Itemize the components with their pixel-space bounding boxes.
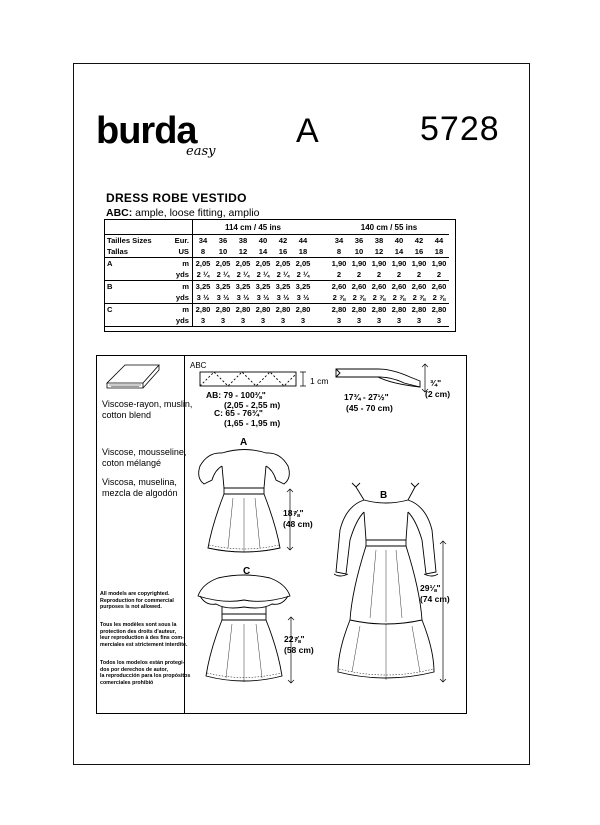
us-size-cell: 10 [354, 247, 364, 256]
pattern-number: 5728 [420, 110, 500, 148]
yards-cell: 3 [293, 315, 313, 327]
yards-cell: 3 [273, 315, 293, 327]
us-size-cell: 18 [434, 247, 444, 256]
view-letter: A [296, 112, 319, 150]
legal-line: protection des droits d'auteur, [100, 628, 177, 635]
meters-cell: 3,25 [213, 281, 233, 293]
fit-description [106, 207, 260, 219]
legal-line: Reproduction for commercial [100, 597, 174, 604]
yards-cell: 2 ¼ [276, 270, 290, 279]
fabric-es [102, 477, 178, 499]
view-c-label: C [243, 566, 251, 577]
meters-cell: 2,60 [409, 281, 429, 293]
eur-size-cell: 42 [278, 236, 288, 245]
yards-cell: 3 [253, 315, 273, 327]
meters-cell: 2,05 [233, 258, 253, 270]
yards-cell: 3 ½ [236, 293, 250, 302]
garment-title: DRESS ROBE VESTIDO [106, 191, 247, 205]
us-size-cell: 8 [336, 247, 342, 256]
legal-line: purposes is not allowed. [100, 604, 162, 611]
size-label: Tailles Sizes [107, 236, 152, 245]
gap-cell [313, 269, 329, 281]
eur-size-cell: 42 [414, 236, 424, 245]
meters-cell: 2,80 [193, 304, 214, 316]
meters-cell: 2,60 [429, 281, 449, 293]
yards-cell: 2 [436, 270, 442, 279]
yards-cell: 3 ½ [196, 293, 210, 302]
legal-line: merciales est strictement interdite. [100, 641, 188, 648]
meters-cell: 2,80 [389, 304, 409, 316]
view-label: C [105, 304, 165, 316]
us-size-cell: 14 [394, 247, 404, 256]
elastic-width-cm: (2 cm) [425, 389, 451, 399]
us-size-cell: 12 [374, 247, 384, 256]
meters-cell: 3,25 [273, 281, 293, 293]
yards-cell: 2 [356, 270, 362, 279]
yards-cell: 3 [409, 315, 429, 327]
blank-cell [105, 315, 165, 327]
yards-cell: 2 ⅞ [412, 293, 426, 302]
yards-cell: 3 ½ [216, 293, 230, 302]
gap-cell [313, 235, 329, 247]
c-cm: (1,65 - 1,95 m) [224, 418, 281, 428]
meters-cell: 2,80 [293, 304, 313, 316]
meters-cell: 2,60 [329, 281, 349, 293]
fabric-width-140: 140 cm / 55 ins [329, 220, 449, 235]
elastic-length-cm: (45 - 70 cm) [346, 403, 393, 413]
yards-cell: 3 ½ [296, 293, 310, 302]
meters-cell: 1,90 [369, 258, 389, 270]
unit-m: m [165, 304, 193, 316]
fabric-width-114: 114 cm / 45 ins [193, 220, 314, 235]
unit-yds: yds [165, 269, 193, 281]
eur-size-cell: 34 [198, 236, 208, 245]
fabric-fr-line1: Viscose, mousseline, [102, 447, 187, 457]
gap-cell [313, 304, 329, 316]
view-b-length-in: 29⅛" [420, 583, 441, 593]
meters-cell: 2,05 [213, 258, 233, 270]
fabric-es-line1: Viscosa, muselina, [102, 477, 177, 487]
yards-cell: 3 [213, 315, 233, 327]
fit-text: ample, loose fitting, amplio [135, 207, 260, 219]
yards-cell: 2 [396, 270, 402, 279]
blank-cell [105, 220, 165, 235]
eur-label: Eur. [165, 235, 193, 247]
ab-inches: 79 - 100⅜" [223, 390, 266, 400]
brand-word: burda [96, 110, 197, 152]
meters-cell: 2,80 [273, 304, 293, 316]
meters-cell: 3,25 [193, 281, 214, 293]
fabric-fr [102, 447, 186, 469]
meters-cell: 2,80 [213, 304, 233, 316]
eur-size-cell: 38 [238, 236, 248, 245]
view-a-length-in: 18⅞" [283, 508, 304, 518]
view-label: A [105, 258, 165, 270]
size-label-es: Tallas [107, 247, 128, 256]
unit-m: m [165, 258, 193, 270]
eur-size-cell: 36 [354, 236, 364, 245]
burda-logo [96, 110, 216, 170]
gap-cell [313, 220, 329, 235]
yards-cell: 2 ¼ [196, 270, 210, 279]
legal-es [100, 660, 190, 686]
fit-prefix: ABC: [106, 207, 133, 219]
meters-cell: 2,60 [369, 281, 389, 293]
ab-cm: (2,05 - 2,55 m) [224, 400, 281, 410]
ab-length [206, 390, 266, 400]
legal-line: comerciales prohibió [100, 679, 154, 686]
c-length [214, 408, 263, 418]
meters-cell: 2,80 [429, 304, 449, 316]
yards-cell: 2 [376, 270, 382, 279]
table-row [105, 246, 449, 258]
yards-cell: 2 ⅞ [332, 293, 346, 302]
legal-line: la reproducción para los propósitos [100, 673, 191, 680]
meters-cell: 2,60 [389, 281, 409, 293]
fabric-en-line1: Viscose-rayon, muslin, [102, 399, 193, 409]
yards-cell: 2 ¼ [216, 270, 230, 279]
meters-cell: 1,90 [409, 258, 429, 270]
meters-cell: 3,25 [253, 281, 273, 293]
meters-cell: 3,25 [233, 281, 253, 293]
meters-cell: 2,80 [369, 304, 389, 316]
meters-cell: 2,05 [253, 258, 273, 270]
meters-cell: 2,05 [273, 258, 293, 270]
yards-cell: 2 ⅞ [432, 293, 446, 302]
eur-size-cell: 38 [374, 236, 384, 245]
legal-line: Todos los modelos están protegi- [100, 660, 185, 666]
yards-cell: 3 [429, 315, 449, 327]
legal-line: Tous les modèles sont sous la [100, 622, 177, 628]
meters-cell: 1,90 [429, 258, 449, 270]
fabric-en-line2: cotton blend [102, 410, 152, 420]
c-inches: 65 - 76¾" [225, 408, 263, 418]
table-row [105, 258, 449, 270]
meters-cell: 2,05 [293, 258, 313, 270]
elastic-width-in: ¾" [430, 378, 442, 388]
us-size-cell: 18 [298, 247, 308, 256]
meters-cell: 2,80 [329, 304, 349, 316]
us-size-cell: 16 [278, 247, 288, 256]
view-b-label: B [380, 490, 388, 501]
blank-cell [165, 220, 193, 235]
yards-cell: 3 ½ [256, 293, 270, 302]
us-size-cell: 16 [414, 247, 424, 256]
meters-cell: 2,80 [253, 304, 273, 316]
view-c-length-cm: (58 cm) [284, 645, 314, 655]
legal-line: dos por derechos de autor, [100, 666, 168, 673]
meters-cell: 1,90 [389, 258, 409, 270]
meters-cell: 2,60 [349, 281, 369, 293]
view-c-length-in: 22⅞" [284, 634, 305, 644]
meters-cell: 1,90 [329, 258, 349, 270]
meters-cell: 2,80 [233, 304, 253, 316]
legal-fr [100, 622, 187, 648]
yards-cell: 3 [193, 315, 214, 327]
unit-yds: yds [165, 292, 193, 304]
legal-line: All models are copyrighted. [100, 591, 170, 597]
us-size-cell: 14 [258, 247, 268, 256]
yardage-table [105, 220, 449, 327]
eur-size-cell: 36 [218, 236, 228, 245]
us-size-cell: 12 [238, 247, 248, 256]
elastic-length-in: 17¾ - 27½" [344, 392, 389, 402]
brand-sub: easy [186, 144, 216, 159]
yards-cell: 2 ⅞ [392, 293, 406, 302]
yards-cell: 3 ½ [276, 293, 290, 302]
yards-cell: 2 ¼ [296, 270, 310, 279]
eur-size-cell: 44 [298, 236, 308, 245]
yards-cell: 2 [416, 270, 422, 279]
eur-size-cell: 34 [334, 236, 344, 245]
meters-cell: 3,25 [293, 281, 313, 293]
gap-cell [313, 292, 329, 304]
table-row [105, 235, 449, 247]
gap-cell [313, 281, 329, 293]
fabric-fr-line2: coton mélangé [102, 458, 162, 468]
yards-cell: 3 [233, 315, 253, 327]
view-a-label: A [240, 437, 248, 448]
meters-cell: 1,90 [349, 258, 369, 270]
ribbon-width: 1 cm [310, 376, 329, 386]
unit-m: m [165, 281, 193, 293]
eur-size-cell: 40 [258, 236, 268, 245]
fabric-es-line2: mezcla de algodón [102, 488, 178, 498]
yards-cell: 3 [389, 315, 409, 327]
eur-size-cell: 40 [394, 236, 404, 245]
us-size-cell: 8 [200, 247, 206, 256]
view-label: B [105, 281, 165, 293]
yards-cell: 2 ¼ [236, 270, 250, 279]
meters-cell: 2,05 [193, 258, 214, 270]
yards-cell: 2 ⅞ [372, 293, 386, 302]
notions-abc-label: ABC [190, 361, 207, 370]
view-a-length-cm: (48 cm) [283, 519, 313, 529]
yards-cell: 2 [336, 270, 342, 279]
table-row [105, 315, 449, 327]
meters-cell: 2,80 [409, 304, 429, 316]
yards-cell: 3 [369, 315, 389, 327]
fabric-swatch-icon [103, 357, 163, 397]
c-label: C: [214, 408, 223, 418]
us-label: US [165, 246, 193, 258]
gap-cell [313, 258, 329, 270]
blank-cell [105, 269, 165, 281]
table-row [105, 304, 449, 316]
table-row [105, 292, 449, 304]
yards-cell: 3 [329, 315, 349, 327]
unit-yds: yds [165, 315, 193, 327]
eur-size-cell: 44 [434, 236, 444, 245]
gap-cell [313, 246, 329, 258]
table-row [105, 269, 449, 281]
meters-cell: 2,80 [349, 304, 369, 316]
blank-cell [105, 292, 165, 304]
ab-label: AB: [206, 390, 222, 400]
us-size-cell: 10 [218, 247, 228, 256]
table-row [105, 220, 449, 235]
legal-line: leur reproduction à des fins com- [100, 635, 184, 642]
legal-en [100, 591, 174, 611]
table-row [105, 281, 449, 293]
gap-cell [313, 315, 329, 327]
yards-cell: 3 [349, 315, 369, 327]
view-b-length-cm: (74 cm) [420, 594, 450, 604]
yards-cell: 2 ¼ [256, 270, 270, 279]
fabric-en [102, 399, 192, 421]
yards-cell: 2 ⅞ [352, 293, 366, 302]
